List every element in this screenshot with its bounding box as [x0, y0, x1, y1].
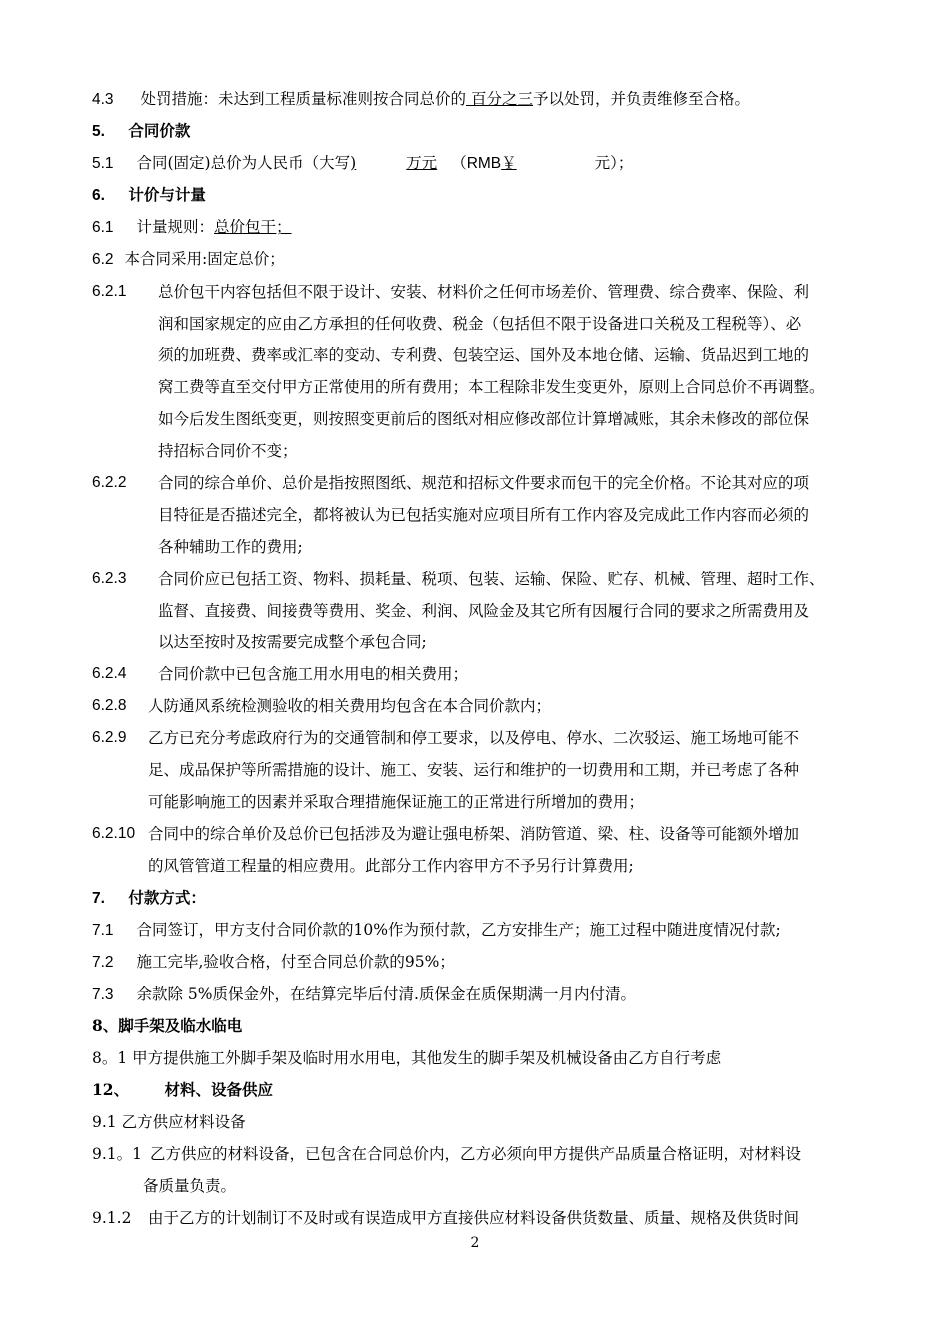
amount-words-blank: ) 万元 — [350, 154, 438, 172]
clause-number: 6.2.1 — [92, 283, 127, 300]
clause-line: 总价包干内容包括但不限于设计、安装、材料价之任何市场差价、管理费、综合费率、保险、利 — [158, 283, 810, 301]
section-number: 7. — [92, 890, 105, 907]
clause-text: 人防通风系统检测验收的相关费用均包含在本合同价款内； — [148, 697, 552, 715]
clause-number: 6.2.4 — [92, 665, 127, 682]
clause-text: 合同(固定)总价为人民币（大写 — [136, 154, 351, 172]
clause-line: 目特征是否描述完全，都将被认为已包括实施对应项目所有工作内容及完成此工作内容而必须的 — [158, 506, 810, 524]
section-title: 合同价款 — [128, 121, 191, 140]
clause-number: 6.2 — [92, 251, 114, 268]
clause-line: 可能影响施工的因素并采取合理措施保证施工的正常进行所增加的费用； — [148, 793, 645, 811]
clause-number: 6.2.10 — [92, 825, 136, 842]
section-6-heading — [92, 185, 206, 206]
section-5-heading — [92, 121, 190, 142]
clause-line: 如今后发生图纸变更，则按照变更前后的图纸对相应修改部位计算增减账，其余未修改的部位保 — [158, 410, 810, 428]
clause-text: 处罚措施：未达到工程质量标准则按合同总价的 — [140, 90, 467, 108]
section-number: 5. — [92, 123, 105, 140]
clause-number: 6.2.3 — [92, 570, 127, 587]
clause-7-3 — [92, 984, 636, 1005]
clause-text: 余款除 5%质保金外，在结算完毕后付清.质保金在质保期满一月内付清。 — [136, 985, 636, 1003]
clause-line: 各种辅助工作的费用; — [158, 538, 303, 556]
clause-text: 合同签订，甲方支付合同价款的10%作为预付款，乙方安排生产；施工过程中随进度情况付款; — [136, 921, 781, 939]
clause-number: 9.1。1 — [92, 1145, 143, 1163]
section-number: 12、 — [92, 1080, 130, 1099]
clause-5-1 — [92, 153, 633, 174]
clause-7-1 — [92, 920, 781, 941]
clause-6-2 — [92, 249, 285, 270]
amount-figures-blank: ￥ — [501, 154, 517, 172]
section-title: 付款方式： — [128, 888, 206, 907]
clause-6-1 — [92, 217, 292, 238]
clause-7-2 — [92, 952, 455, 973]
clause-text-end: 予以处罚，并负责维修至合格。 — [532, 90, 750, 108]
clause-number: 6.2.2 — [92, 474, 127, 491]
clause-line: 的风管管道工程量的相应费用。此部分工作内容甲方不予另行计算费用; — [148, 857, 634, 875]
rmb-label: （RMB — [451, 155, 502, 172]
clause-number: 6.2.8 — [92, 697, 127, 714]
clause-text: 由于乙方的计划制订不及时或有误造成甲方直接供应材料设备供货数量、质量、规格及供货时间 — [148, 1209, 800, 1227]
clause-number: 6.2.9 — [92, 729, 127, 746]
clause-line: 润和国家规定的应由乙方承担的任何收费、税金（包括但不限于设备进口关税及工程税等）、必 — [158, 315, 802, 333]
clause-text: 施工完毕,验收合格，付至合同总价款的95%； — [136, 953, 455, 971]
section-7-heading — [92, 888, 206, 909]
clause-8-1: 8。1 甲方提供施工外脚手架及临时用水用电，其他发生的脚手架及机械设备由乙方自行考虑 — [92, 1049, 722, 1067]
clause-line: 以达至按时及按需要完成整个承包合同; — [158, 633, 427, 651]
clause-line: 须的加班费、费率或汇率的变动、专利费、包装空运、国外及本地仓储、运输、货品迟到工地的 — [158, 346, 810, 364]
section-8-heading: 8、脚手架及临水临电 — [92, 1016, 243, 1035]
clause-number: 7.1 — [92, 922, 114, 939]
clause-text: 本合同采用:固定总价； — [124, 250, 285, 268]
clause-number: 6.1 — [92, 219, 114, 236]
clause-line: 合同价应已包括工资、物料、损耗量、税项、包装、运输、保险、贮存、机械、管理、超时工作、 — [158, 570, 825, 588]
clause-number: 9.1.2 — [92, 1209, 132, 1227]
section-title: 材料、设备供应 — [164, 1080, 273, 1099]
clause-text: 合同价款中已包含施工用水用电的相关费用； — [158, 665, 469, 683]
clause-line: 备质量负责。 — [143, 1177, 237, 1195]
section-number: 6. — [92, 187, 105, 204]
section-title: 计价与计量 — [128, 185, 206, 204]
clause-line: 乙方供应的材料设备，已包含在合同总价内，乙方必须向甲方提供产品质量合格证明，对材料设 — [150, 1145, 802, 1163]
clause-number: 7.2 — [92, 954, 114, 971]
clause-number: 5.1 — [92, 155, 114, 172]
measurement-rule-value: 总价包干； — [214, 218, 292, 236]
clause-line: 足、成品保护等所需措施的设计、施工、安装、运行和维护的一切费用和工期，并已考虑了各种 — [148, 761, 800, 779]
yuan-label: 元）； — [594, 154, 634, 172]
clause-9-1: 9.1 乙方供应材料设备 — [92, 1113, 246, 1131]
clause-line: 持招标合同价不变； — [158, 442, 298, 460]
penalty-rate: 百分之三 — [466, 90, 533, 108]
clause-line: 合同中的综合单价及总价已包括涉及为避让强电桥架、消防管道、梁、柱、设备等可能额外增加 — [148, 825, 800, 843]
clause-line: 监督、直接费、间接费等费用、奖金、利润、风险金及其它所有因履行合同的要求之所需费用及 — [158, 602, 810, 620]
clause-line: 乙方已充分考虑政府行为的交通管制和停工要求，以及停电、停水、二次驳运、施工场地可能不 — [148, 729, 800, 747]
clause-number: 4.3 — [92, 91, 114, 108]
clause-number: 7.3 — [92, 986, 114, 1003]
clause-line: 合同的综合单价、总价是指按照图纸、规范和招标文件要求而包干的完全价格。不论其对应的项 — [158, 474, 810, 492]
page-number: 2 — [470, 1235, 480, 1251]
clause-line: 窝工费等直至交付甲方正常使用的所有费用；本工程除非发生变更外，原则上合同总价不再调整。 — [158, 378, 825, 396]
section-12-heading — [92, 1080, 273, 1100]
clause-label: 计量规则： — [136, 218, 215, 236]
clause-4-3 — [92, 89, 750, 110]
